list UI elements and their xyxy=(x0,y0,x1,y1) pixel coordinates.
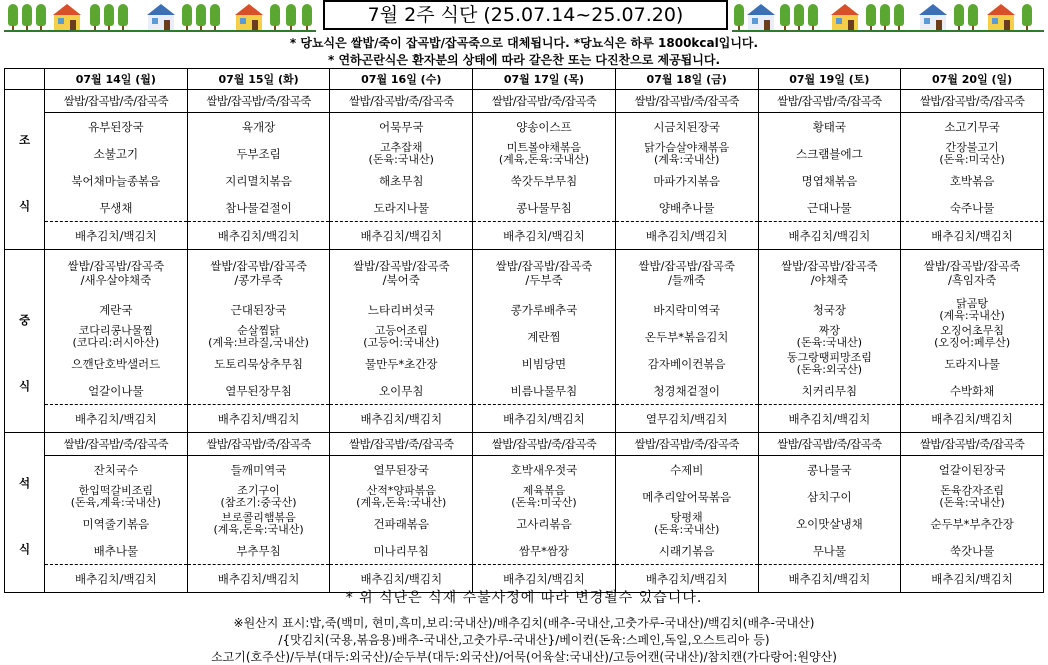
menu-item: 호박볶음 xyxy=(949,173,995,188)
tree-icon xyxy=(8,4,18,30)
tree-icon xyxy=(866,4,876,30)
kimchi-item: 배추김치/백김치 xyxy=(45,564,187,592)
menu-item: 들깨미역국 xyxy=(230,462,287,477)
menu-item: 오징어초무침 (오징어:페루산) xyxy=(934,323,1011,349)
rice-options: 쌀밥/잡곡밥/잡곡죽 /콩가루죽 xyxy=(210,259,307,287)
day-menu-cell xyxy=(615,250,758,433)
day-menu-cell xyxy=(330,250,473,433)
day-menu-cell xyxy=(901,433,1044,593)
menu-item: 어묵무국 xyxy=(379,119,424,134)
origin-info: ※원산지 표시:밥,죽(백미, 현미,흑미,보리:국내산)/배추김치(배추-국내산,고춧가루-국내산)/백김치(배추-국내산) xyxy=(233,616,815,630)
menu-item: 비빔당면 xyxy=(521,356,567,371)
menu-item: 도라지나물 xyxy=(944,356,1000,371)
kimchi-item: 배추김치/백김치 xyxy=(473,221,615,249)
meal-row xyxy=(5,90,1044,250)
house-icon xyxy=(920,4,946,30)
rice-options: 쌀밥/잡곡밥/잡곡죽 /들깨죽 xyxy=(638,259,735,287)
day-menu-cell xyxy=(758,250,901,433)
house-icon xyxy=(148,4,174,30)
tree-icon xyxy=(954,4,964,30)
menu-item: 메추리알어묵볶음 xyxy=(642,489,732,504)
tree-icon xyxy=(794,4,804,30)
menu-item: 온두부*볶음김치 xyxy=(644,329,729,344)
tree-icon xyxy=(196,4,206,30)
menu-item: 브로콜리햄볶음 (계육,돈육:국내산) xyxy=(213,510,304,536)
menu-item: 미역줄기볶음 xyxy=(82,516,150,531)
menu-item: 육개장 xyxy=(241,119,276,134)
menu-item: 코다리콩나물찜 (코다리:러시아산) xyxy=(72,323,160,349)
kimchi-item: 배추김치/백김치 xyxy=(330,404,472,432)
origin-info: 소고기(호주산)/두부(대두:외국산)/순두부(대두:외국산)/어묵(어육살:국내산)/고등어캔(국내산)/참치캔(가다랑어:원양산) xyxy=(211,650,837,664)
menu-item: 소고기무국 xyxy=(944,119,1000,134)
day-menu-cell xyxy=(615,433,758,593)
menu-item: 소불고기 xyxy=(93,146,139,161)
meal-label: 석 식 xyxy=(5,433,45,593)
day-header: 07월 18일 (금) xyxy=(615,69,758,90)
tree-icon xyxy=(104,4,114,30)
menu-item: 순두부*부추간장 xyxy=(930,516,1014,531)
tree-icon xyxy=(968,4,978,30)
menu-item: 얼갈이된장국 xyxy=(938,462,1006,477)
menu-item: 콩나물국 xyxy=(807,462,852,477)
tree-icon xyxy=(894,4,904,30)
menu-item: 오이맛살냉채 xyxy=(796,516,863,531)
menu-item: 청경채겉절이 xyxy=(653,383,720,398)
day-menu-cell xyxy=(187,250,330,433)
kimchi-item: 배추김치/백김치 xyxy=(188,564,330,592)
rice-options: 쌀밥/잡곡밥/죽/잡곡죽 xyxy=(759,90,901,113)
menu-item: 무생채 xyxy=(99,200,133,215)
menu-item: 근대나물 xyxy=(807,200,852,215)
tree-icon xyxy=(302,4,312,30)
rice-options: 쌀밥/잡곡밥/죽/잡곡죽 xyxy=(473,433,615,456)
menu-item: 도라지나물 xyxy=(373,200,430,215)
menu-item: 마파가지볶음 xyxy=(653,173,720,188)
diabetes-notice: * 당뇨식은 쌀밥/죽이 잡곡밥/잡곡죽으로 대체됩니다. *당뇨식은 하루 1800kcal입니다. xyxy=(289,36,759,50)
kimchi-item: 배추김치/백김치 xyxy=(330,564,472,592)
tree-icon xyxy=(1022,4,1032,30)
kimchi-item: 배추김치/백김치 xyxy=(901,564,1043,592)
menu-item: 명엽채볶음 xyxy=(801,173,858,188)
rice-options: 쌀밥/잡곡밥/죽/잡곡죽 xyxy=(188,433,330,456)
rice-options: 쌀밥/잡곡밥/잡곡죽 /북어죽 xyxy=(352,259,450,287)
day-menu-cell xyxy=(45,433,188,593)
rice-options: 쌀밥/잡곡밥/잡곡죽 /야채죽 xyxy=(781,259,878,287)
tree-icon xyxy=(182,4,192,30)
tree-icon xyxy=(270,4,280,30)
rice-options: 쌀밥/잡곡밥/죽/잡곡죽 xyxy=(616,90,758,113)
menu-item: 감자베이컨볶음 xyxy=(647,356,726,371)
village-decoration-left xyxy=(4,0,316,32)
rice-options: 쌀밥/잡곡밥/죽/잡곡죽 xyxy=(901,90,1043,113)
kimchi-item: 배추김치/백김치 xyxy=(759,221,901,249)
menu-item: 고사리볶음 xyxy=(516,516,572,531)
menu-item: 쑥갓두부무침 xyxy=(510,173,578,188)
menu-item: 오이무침 xyxy=(379,383,424,398)
house-icon xyxy=(748,4,774,30)
day-menu-cell xyxy=(330,433,473,593)
rice-options: 쌀밥/잡곡밥/죽/잡곡죽 xyxy=(330,433,472,456)
meal-row xyxy=(5,433,1044,593)
meal-row xyxy=(5,250,1044,433)
village-decoration-right xyxy=(732,0,1044,32)
house-icon xyxy=(832,4,858,30)
meal-label: 조 식 xyxy=(5,90,45,250)
menu-item: 미나리무침 xyxy=(373,543,430,558)
menu-item: 바지락미역국 xyxy=(653,302,720,317)
tree-icon xyxy=(780,4,790,30)
menu-item: 열무된장국 xyxy=(373,462,430,477)
menu-item: 콩가루배추국 xyxy=(510,302,578,317)
menu-item: 열무된장무침 xyxy=(225,383,292,398)
kimchi-item: 배추김치/백김치 xyxy=(901,221,1043,249)
menu-item: 잔치국수 xyxy=(93,462,139,477)
rice-options: 쌀밥/잡곡밥/죽/잡곡죽 xyxy=(188,90,330,113)
menu-item: 한입떡갈비조림 (돈육,계육:국내산) xyxy=(70,483,161,509)
kimchi-item: 배추김치/백김치 xyxy=(45,221,187,249)
day-menu-cell xyxy=(615,90,758,250)
menu-item: 시래기볶음 xyxy=(658,543,715,558)
tree-icon xyxy=(734,4,744,30)
house-icon xyxy=(988,4,1014,30)
menu-item: 산적*양파볶음 (계육,돈육:국내산) xyxy=(356,483,447,509)
tree-icon xyxy=(118,4,128,30)
menu-item: 청국장 xyxy=(812,302,847,317)
day-menu-cell xyxy=(901,90,1044,250)
menu-item: 계란국 xyxy=(99,302,133,317)
day-header: 07월 20일 (일) xyxy=(901,69,1044,90)
menu-item: 콩나물무침 xyxy=(516,200,572,215)
day-menu-cell xyxy=(473,433,616,593)
day-header: 07월 16일 (수) xyxy=(330,69,473,90)
tree-icon xyxy=(22,4,32,30)
rice-options: 쌀밥/잡곡밥/죽/잡곡죽 xyxy=(473,90,615,113)
day-header: 07월 19일 (토) xyxy=(758,69,901,90)
day-menu-cell xyxy=(45,250,188,433)
kimchi-item: 배추김치/백김치 xyxy=(188,221,330,249)
rice-options: 쌀밥/잡곡밥/잡곡죽 /흑임자죽 xyxy=(923,259,1021,287)
weekly-menu-table xyxy=(4,68,1044,593)
menu-item: 비름나물무침 xyxy=(510,383,578,398)
menu-item: 참나물겉절이 xyxy=(225,200,292,215)
tree-icon xyxy=(808,4,818,30)
menu-item: 돈육감자조림 (돈육:국내산) xyxy=(939,483,1005,509)
kimchi-item: 배추김치/백김치 xyxy=(188,404,330,432)
menu-item: 지리멸치볶음 xyxy=(225,173,292,188)
day-header-row xyxy=(5,69,1044,90)
day-menu-cell xyxy=(758,433,901,593)
kimchi-item: 배추김치/백김치 xyxy=(901,404,1043,432)
menu-item: 삼치구이 xyxy=(807,489,852,504)
meal-label: 중 식 xyxy=(5,250,45,433)
menu-item: 미트볼야채볶음 (계육,돈육:국내산) xyxy=(498,140,590,166)
tree-icon xyxy=(210,4,220,30)
menu-item: 북어채마늘종볶음 xyxy=(71,173,161,188)
kimchi-item: 열무김치/백김치 xyxy=(616,404,758,432)
day-menu-cell xyxy=(901,250,1044,433)
menu-item: 쑥갓나물 xyxy=(949,543,995,558)
menu-item: 스크램블에그 xyxy=(796,146,863,161)
menu-item: 계란찜 xyxy=(527,329,561,344)
menu-item: 호박새우젓국 xyxy=(510,462,578,477)
rice-options: 쌀밥/잡곡밥/잡곡죽 /두부죽 xyxy=(495,259,593,287)
kimchi-item: 배추김치/백김치 xyxy=(759,564,901,592)
menu-item: 느타리버섯국 xyxy=(367,302,435,317)
day-menu-cell xyxy=(45,90,188,250)
rice-options: 쌀밥/잡곡밥/죽/잡곡죽 xyxy=(759,433,901,456)
menu-item: 짜장 (돈육:국내산) xyxy=(796,323,863,349)
menu-item: 동그랑땡피망조림 (돈육:외국산) xyxy=(786,350,872,376)
menu-title: 7월 2주 식단 (25.07.14~25.07.20) xyxy=(323,0,728,30)
menu-item: 무나물 xyxy=(812,543,847,558)
origin-info: /{맛김치(국용,볶음용)배추-국내산,고춧가루-국내산}/베이컨(돈육:스페인,독일,오스트리아 등) xyxy=(278,633,770,647)
rice-options: 쌀밥/잡곡밥/죽/잡곡죽 xyxy=(45,433,187,456)
tree-icon xyxy=(880,4,890,30)
menu-item: 물만두*초간장 xyxy=(365,356,438,371)
change-notice: * 위 식단은 식재 수불사정에 따라 변경될수 있습니다. xyxy=(345,590,703,606)
day-menu-cell xyxy=(187,433,330,593)
menu-item: 고추잡채 (돈육:국내산) xyxy=(368,140,434,166)
menu-item: 고등어조림 (고등어:국내산) xyxy=(363,323,440,349)
menu-item: 유부된장국 xyxy=(88,119,144,134)
rice-options: 쌀밥/잡곡밥/죽/잡곡죽 xyxy=(616,433,758,456)
rice-options: 쌀밥/잡곡밥/죽/잡곡죽 xyxy=(330,90,472,113)
tree-icon xyxy=(286,4,296,30)
day-header: 07월 14일 (월) xyxy=(45,69,188,90)
menu-item: 배추나물 xyxy=(93,543,139,558)
house-icon xyxy=(54,4,80,30)
menu-item: 양배추나물 xyxy=(658,200,715,215)
house-icon xyxy=(236,4,262,30)
menu-item: 수박화채 xyxy=(949,383,995,398)
kimchi-item: 배추김치/백김치 xyxy=(759,404,901,432)
tree-icon xyxy=(90,4,100,30)
menu-item: 해초무침 xyxy=(379,173,424,188)
menu-item: 두부조림 xyxy=(236,146,281,161)
menu-item: 황태국 xyxy=(812,119,847,134)
menu-item: 탕평채 (돈육:국내산) xyxy=(653,510,720,536)
kimchi-item: 배추김치/백김치 xyxy=(473,564,615,592)
day-menu-cell xyxy=(473,90,616,250)
rice-options: 쌀밥/잡곡밥/죽/잡곡죽 xyxy=(901,433,1043,456)
menu-item: 수제비 xyxy=(670,462,704,477)
menu-item: 치커리무침 xyxy=(801,383,858,398)
menu-item: 도토리묵상추무침 xyxy=(214,356,303,371)
menu-item: 근대된장국 xyxy=(230,302,287,317)
kimchi-item: 배추김치/백김치 xyxy=(616,564,758,592)
menu-item: 순살찜닭 (계육:브라질,국내산) xyxy=(208,323,309,349)
rice-options: 쌀밥/잡곡밥/잡곡죽 /새우살야채죽 xyxy=(67,259,165,287)
tree-icon xyxy=(36,4,46,30)
day-menu-cell xyxy=(187,90,330,250)
menu-item: 양송이스프 xyxy=(516,119,572,134)
dysphagia-notice: * 연하곤란식은 환자분의 상태에 따라 갈은찬 또는 다진찬으로 제공됩니다. xyxy=(327,53,721,67)
menu-item: 제육볶음 (돈육:미국산) xyxy=(511,483,577,509)
menu-item: 쌈무*쌈장 xyxy=(518,543,570,558)
kimchi-item: 배추김치/백김치 xyxy=(45,404,187,432)
menu-item: 시금치된장국 xyxy=(653,119,720,134)
kimchi-item: 배추김치/백김치 xyxy=(473,404,615,432)
kimchi-item: 배추김치/백김치 xyxy=(330,221,472,249)
day-menu-cell xyxy=(758,90,901,250)
menu-item: 얼갈이나물 xyxy=(88,383,144,398)
menu-item: 닭가슴살야채볶음 (계육:국내산) xyxy=(644,140,730,166)
menu-item: 부추무침 xyxy=(236,543,281,558)
kimchi-item: 배추김치/백김치 xyxy=(616,221,758,249)
menu-item: 건파래볶음 xyxy=(373,516,430,531)
day-header: 07월 15일 (화) xyxy=(187,69,330,90)
day-header: 07월 17일 (목) xyxy=(473,69,616,90)
menu-item: 조기구이 (참조기:중국산) xyxy=(220,483,297,509)
menu-item: 간장불고기 (돈육:미국산) xyxy=(939,140,1005,166)
menu-item: 숙주나물 xyxy=(949,200,995,215)
menu-item: 닭곰탕 (계육:국내산) xyxy=(939,296,1005,322)
day-menu-cell xyxy=(473,250,616,433)
rice-options: 쌀밥/잡곡밥/죽/잡곡죽 xyxy=(45,90,187,113)
day-menu-cell xyxy=(330,90,473,250)
corner-cell xyxy=(5,69,45,90)
menu-item: 으깬단호박샐러드 xyxy=(71,356,161,371)
